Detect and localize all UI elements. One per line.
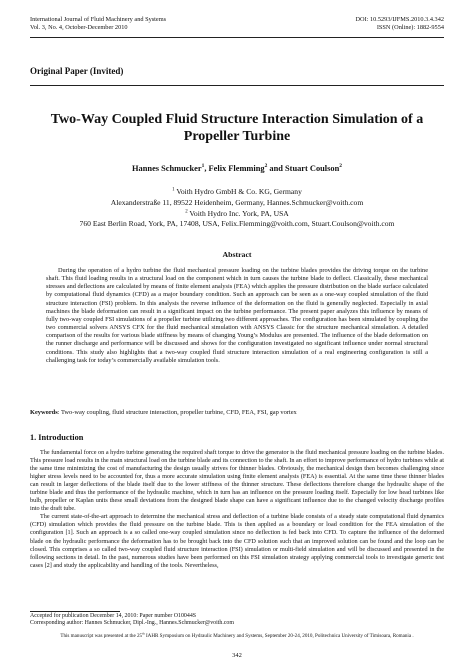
manuscript-note: This manuscript was presented at the 25th IAHR Symposium on Hydraulic Machinery and Systems, September 20-24, 2010, Politechnica University of Timisoara, Romania . xyxy=(60,631,414,639)
introduction-body xyxy=(30,449,444,570)
journal-name: International Journal of Fluid Machinery and Systems xyxy=(30,16,167,23)
journal-header xyxy=(30,16,166,32)
doi-header xyxy=(355,16,444,32)
author-3: Stuart Coulson xyxy=(285,164,340,173)
affiliation-1-name: $^1$ Voith Hydro GmbH & Co. KG, Germany xyxy=(172,187,302,196)
affiliations xyxy=(30,187,444,230)
abstract-heading: Abstract xyxy=(222,250,252,259)
corresponding-author: Corresponding author: Hannes Schmucker, Dipl.-Ing., Hannes.Schmucker@voith.com xyxy=(30,620,234,627)
journal-volume: Vol. 3, No. 4, October-December 2010 xyxy=(30,24,128,31)
footnote xyxy=(30,613,234,628)
author-list xyxy=(30,164,444,173)
author-2: Felix Flemming xyxy=(208,164,265,173)
author-separator: , xyxy=(204,164,209,173)
paper-type-rule xyxy=(30,85,444,86)
affiliation-2-name: $^2$ Voith Hydro Inc. York, PA, USA xyxy=(185,208,289,218)
keywords xyxy=(30,409,444,416)
keywords-label: Keywords xyxy=(30,409,58,416)
doi[interactable]: DOI: 10.5293/IJFMS.2010.3.4.342 xyxy=(355,16,444,23)
paper-type: Original Paper (Invited) xyxy=(30,66,124,76)
intro-paragraph-2: The current state-of-the-art approach to determine the mechanical stress and deflection of a turbine blade consists of a steady state computational fluid dynamics (CFD) simulation which provides the fluid pressure on the turbine blade. This is then applied as a boundary or load condition for the FEA simulation of the configuration [1]. Such an approach is a so called one-way coupled simulation since no deflection is fed back into CFD. To capture the influence of the deformed blade on the hydraulic performance the deformation has to be brought back into the CFD solution such that an improved solution can be found and the loop can be closed. This comprises a so called two-way coupled fluid structure interaction (FSI) simulation or multi-field simulation and will be discussed and presented in the following sections in detail. In the past, numerous studies have been performed on this FSI simulation strategy applying commercial tools to investigate generic test cases [2] and study the applicability and handling of the tools. Nevertheless, xyxy=(30,513,444,569)
intro-paragraph-1: The fundamental force on a hydro turbine generating the required shaft torque to drive the generator is the fluid mechanical pressure loading on the turbine blades. This pressure load results in the main structural load on the turbine blade and its connection to the shaft. In an effort to improve performance of hydro turbines while at the same time minimizing the cost of manufacturing the design usually strives for thinner blades. Obviously, the mechanical design then becomes challenging since higher stress levels need to be accounted for, thus a more accurate simulation using finite element analysis (FEA) is essential. At the same time these thinner blades can result in larger deflections of the blade itself due to the lower stiffness of the thinner structure. These deflections therefore change the hydraulic shape of the turbine blade and thus the performance of the hydraulic machine, which in turn has an influence on the pressure loading itself. Especially for low head turbines like bulb, propeller or Kaplan units these small deviations from the designed blade shape can have a significant influence due to the changed velocity discharge profiles into the draft tube. xyxy=(30,449,444,513)
section-heading-introduction: 1. Introduction xyxy=(30,433,84,442)
affiliation-2-address: 760 East Berlin Road, York, PA, 17408, USA, Felix.Flemming@voith.com, Stuart.Coulson@voith.com xyxy=(79,219,395,229)
author-1-affil: 1 xyxy=(201,163,205,170)
paper-title: Two-Way Coupled Fluid Structure Interaction Simulation of a Propeller Turbine xyxy=(50,112,424,144)
issn: ISSN (Online): 1882-9554 xyxy=(376,24,444,31)
page-number: 342 xyxy=(232,652,242,659)
abstract-text: During the operation of a hydro turbine the fluid mechanical pressure loading on the turbine blades provides the driving torque on the turbine shaft. This fluid loading results in a structural load on the component which in turn causes the turbine blade to deflect. Classically, these mechanical stresses and deflections are calculated by means of finite element analysis (FEA) which applies the pressure distribution on the blade surface calculated by computational fluid dynamics (CFD) as a major boundary condition. Such an approach can be seen as a one-way coupled simulation of the fluid structure interaction (FSI) problem. In this analysis the reverse influence of the deformation on the fluid is generally neglected. Especially in axial machines the blade deformation can result in a significant impact on the turbine performance. The present paper analyzes this influence by means of fully two-way coupled FSI simulations of a propeller turbine utilizing two different approaches. The configuration has been simulated by coupling the two commercial solvers ANSYS CFX for the fluid mechanical simulation with ANSYS Classic for the structure mechanical simulation. A detailed comparison of the results for various blade stiffness by means of changing Young’s Modulus are presented. The influence of the blade deformation on the runner discharge and performance will be discussed and shows for the configuration investigated no significant influence under normal structural conditions. This study also highlights that a two-way coupled fluid structure interaction simulation of a real engineering configuration is still a challenging task for today’s commercially available simulation tools. xyxy=(46,267,428,364)
author-3-affil: 2 xyxy=(339,163,342,170)
author-1: Hannes Schmucker xyxy=(132,164,202,173)
author-2-affil: 2 xyxy=(264,163,268,170)
footnote-rule xyxy=(30,611,120,612)
keywords-list: : Two-way coupling, fluid structure interaction, propeller turbine, CFD, FEA, FSI, gap vortex xyxy=(57,409,297,416)
affiliation-1-address: Alexanderstraße 11, 89522 Heidenheim, Germany, Hannes.Schmucker@voith.com xyxy=(110,197,364,207)
header-rule xyxy=(30,37,444,38)
acceptance-note: Accepted for publication December 14, 2010: Paper number O10044S xyxy=(30,613,197,619)
author-separator: and xyxy=(267,164,286,173)
